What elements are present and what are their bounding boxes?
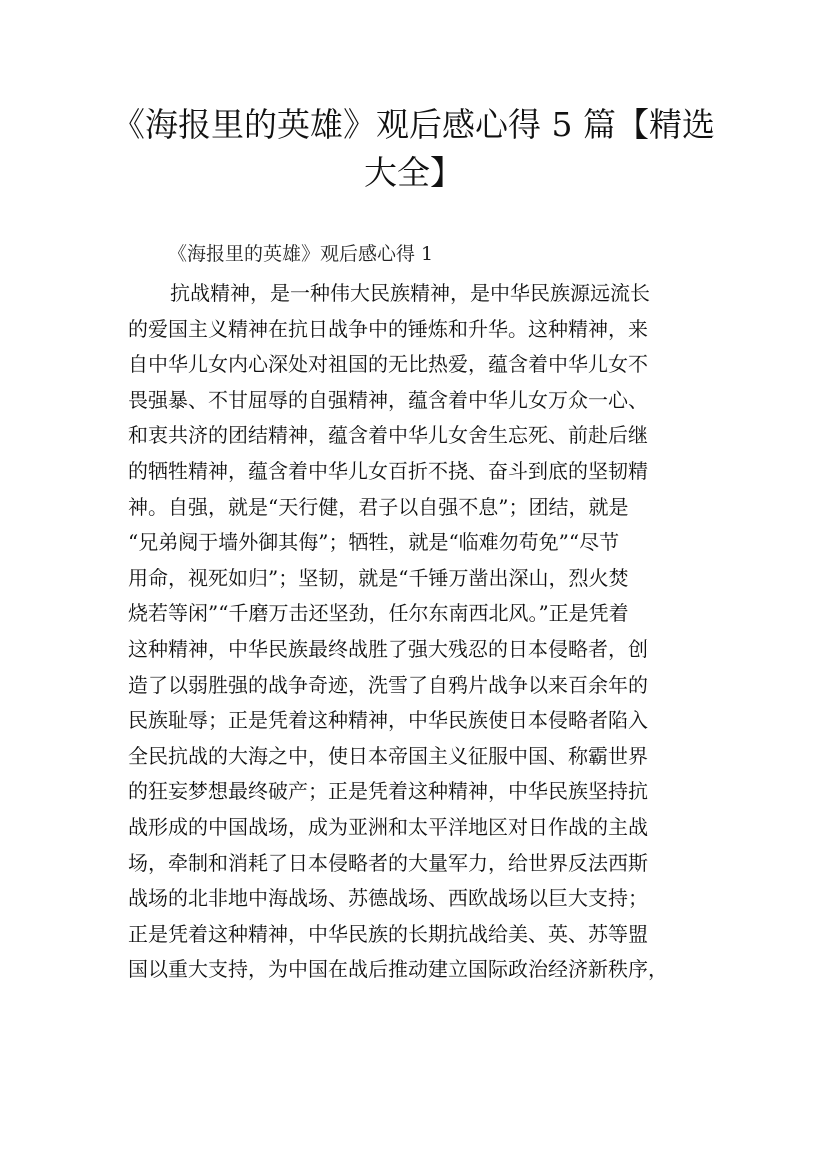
text-line: 造了以弱胜强的战争奇迹，洗雪了自鸦片战争以来百余年的 — [128, 672, 648, 697]
text-line: 和衷共济的团结精神，蕴含着中华儿女舍生忘死、前赴后继 — [128, 423, 648, 448]
text-line: 国以重大支持，为中国在战后推动建立国际政治经济新秩序， — [128, 957, 668, 982]
text-line: 畏强暴、不甘屈辱的自强精神，蕴含着中华儿女万众一心、 — [128, 387, 648, 412]
document-title: 《海报里的英雄》观后感心得 5 篇【精选大全】 — [112, 105, 715, 192]
text-line: 战场的北非地中海战场、苏德战场、西欧战场以巨大支持； — [128, 886, 648, 911]
text-line: 民族耻辱；正是凭着这种精神，中华民族使日本侵略者陷入 — [128, 708, 648, 733]
text-line: 神。自强，就是“天行健，君子以自强不息”；团结，就是 — [128, 494, 629, 519]
section-heading: 《海报里的英雄》观后感心得 1 — [168, 243, 434, 265]
text-line: 自中华儿女内心深处对祖国的无比热爱，蕴含着中华儿女不 — [128, 352, 648, 377]
text-line: 全民抗战的大海之中，使日本帝国主义征服中国、称霸世界 — [128, 743, 648, 768]
text-line: 场，牵制和消耗了日本侵略者的大量军力，给世界反法西斯 — [128, 850, 648, 875]
text-line: 烧若等闲”“千磨万击还坚劲，任尔东南西北风。”正是凭着 — [128, 601, 629, 626]
text-line: 这种精神，中华民族最终战胜了强大残忍的日本侵略者，创 — [128, 636, 648, 661]
text-line: 战形成的中国战场，成为亚洲和太平洋地区对日作战的主战 — [128, 814, 648, 839]
text-line: “兄弟阋于墙外御其侮”；牺牲，就是“临难勿苟免”“尽节 — [128, 530, 620, 555]
text-line: 抗战精神，是一种伟大民族精神，是中华民族源远流长 — [170, 281, 650, 305]
text-line: 的爱国主义精神在抗日战争中的锤炼和升华。这种精神，来 — [128, 316, 648, 341]
text-line: 用命，视死如归”；坚韧，就是“千锤万凿出深山，烈火焚 — [128, 565, 629, 590]
text-line: 正是凭着这种精神，中华民族的长期抗战给美、英、苏等盟 — [128, 921, 648, 946]
text-line: 的牺牲精神，蕴含着中华儿女百折不挠、奋斗到底的坚韧精 — [128, 458, 648, 483]
text-line: 的狂妄梦想最终破产；正是凭着这种精神，中华民族坚持抗 — [128, 779, 648, 804]
body-paragraph — [128, 276, 708, 988]
